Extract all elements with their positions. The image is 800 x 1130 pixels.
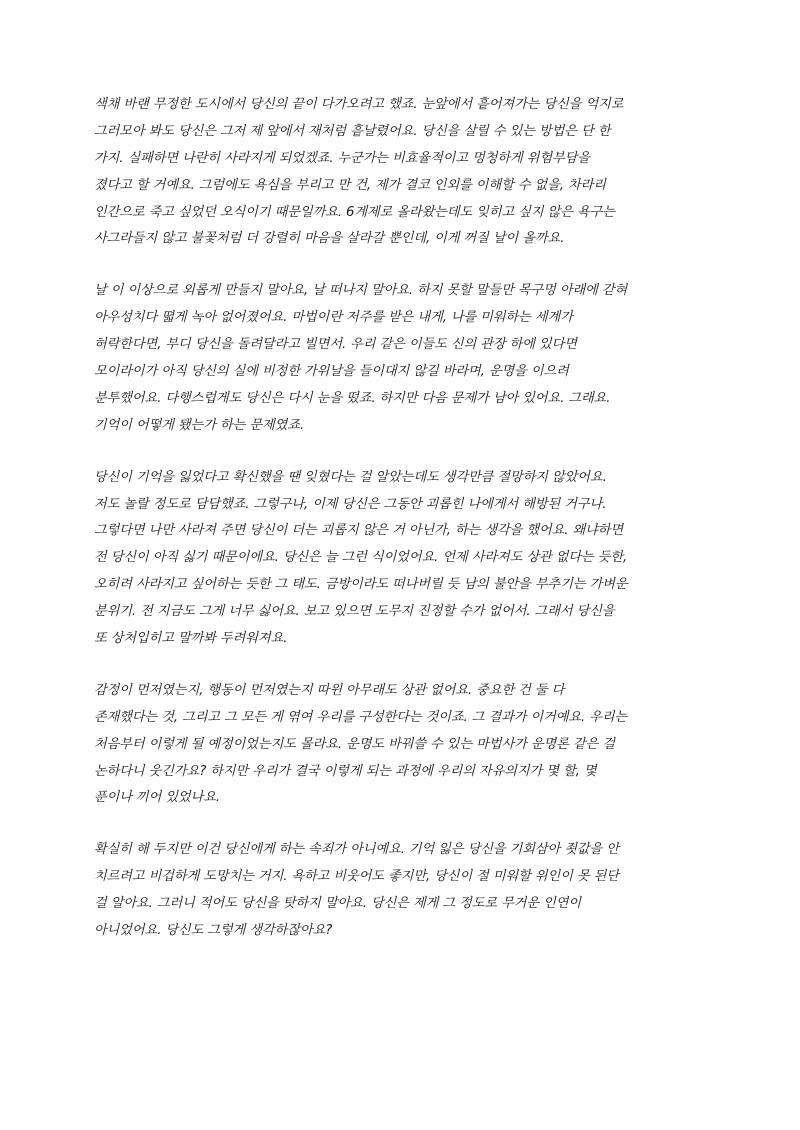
text-line: 졌다고 할 거예요. 그럼에도 욕심을 부리고 만 건, 제가 결코 인외를 이해할 수 없을, 차라리 (94, 177, 606, 193)
text-line: 또 상처입히고 말까봐 두려워져요. (94, 631, 288, 647)
text-line: 당신이 기억을 잃었다고 확신했을 땐 잊혔다는 걸 알았는데도 생각만큼 절망하지 않았어요. (94, 469, 607, 485)
text-line: 가지. 실패하면 나란히 사라지게 되었겠죠. 누군가는 비효율적이고 멍청하게 위험부담을 (94, 150, 590, 166)
paragraph-5 (94, 837, 708, 945)
text-line: 처음부터 이렇게 될 예정이었는지도 몰라요. 운명도 바꿔쓸 수 있는 마법사가 운명론 같은 걸 (94, 736, 615, 752)
text-line: 그렇다면 나만 사라져 주면 당신이 더는 괴롭지 않은 거 아닌가, 하는 생각을 했어요. 왜냐하면 (94, 523, 624, 539)
text-line: 치르려고 비겁하게 도망치는 거지. 욕하고 비웃어도 좋지만, 당신이 절 미워할 위인이 못 된단 (94, 869, 619, 885)
text-line: 허락한다면, 부디 당신을 돌려달라고 빌면서. 우리 같은 이들도 신의 관장 하에 있다면 (94, 337, 577, 353)
paragraph-4 (94, 678, 708, 812)
text-line: 아니었어요. 당신도 그렇게 생각하잖아요? (94, 923, 333, 939)
text-line: 걸 알아요. 그러니 적어도 당신을 탓하지 말아요. 당신은 제게 그 정도로 무거운 인연이 (94, 896, 582, 912)
text-line: 분위기. 전 지금도 그게 너무 싫어요. 보고 있으면 도무지 진정할 수가 없어서. 그래서 당신을 (94, 604, 615, 620)
text-line: 논하다니 웃긴가요? 하지만 우리가 결국 이렇게 되는 과정에 우리의 자유의지가 몇 할, 몇 (94, 763, 597, 779)
text-line: 오히려 사라지고 싶어하는 듯한 그 태도. 금방이라도 떠나버릴 듯 남의 불안을 부추기는 가벼운 (94, 577, 628, 593)
text-line: 인간으로 죽고 싶었던 오식이기 때문일까요. 6계제로 올라왔는데도 잊히고 싶지 않은 욕구는 (94, 204, 615, 220)
text-line: 분투했어요. 다행스럽게도 당신은 다시 눈을 떴죠. 하지만 다음 문제가 남아 있어요. 그래요. (94, 390, 611, 406)
paragraph-2 (94, 278, 708, 439)
text-line: 푼이나 끼어 있었나요. (94, 790, 221, 806)
text-line: 그러모아 봐도 당신은 그저 제 앞에서 재처럼 흩날렸어요. 당신을 살릴 수 있는 방법은 단 한 (94, 123, 611, 139)
text-line: 전 당신이 아직 싫기 때문이에요. 당신은 늘 그런 식이었어요. 언제 사라져도 상관 없다는 듯한, (94, 550, 628, 566)
text-line: 사그라들지 않고 불꽃처럼 더 강렬히 마음을 살라갈 뿐인데, 이게 꺼질 날이 올까요. (94, 231, 565, 247)
text-line: 확실히 해 두지만 이건 당신에게 하는 속죄가 아니예요. 기억 잃은 당신을 기회삼아 죗값을 안 (94, 842, 619, 858)
text-line: 색채 바랜 무정한 도시에서 당신의 끝이 다가오려고 했죠. 눈앞에서 흩어져가는 당신을 억지로 (94, 97, 624, 112)
text-line: 존재했다는 것, 그리고 그 모든 게 엮여 우리를 구성한다는 것이죠. 그 결과가 이거예요. 우리는 (94, 709, 628, 725)
text-line: 기억이 어떻게 됐는가 하는 문제였죠. (94, 417, 305, 433)
text-line: 날 이 이상으로 외롭게 만들지 말아요, 날 떠나지 말아요. 하지 못할 말들만 목구멍 아래에 갇혀 (94, 283, 628, 299)
paragraph-1 (94, 92, 708, 253)
paragraph-3 (94, 465, 708, 653)
document-body (94, 92, 708, 970)
text-line: 아우성치다 뗣게 녹아 없어졌어요. 마법이란 저주를 받은 내게, 나를 미워하는 세계가 (94, 310, 573, 326)
text-line: 모이라이가 아직 당신의 실에 비정한 가위날을 들이대지 않길 바라며, 운명을 이으려 (94, 364, 569, 380)
text-line: 저도 놀랄 정도로 담담했죠. 그렇구나, 이제 당신은 그동안 괴롭힌 나에게서 해방된 거구나. (94, 496, 607, 512)
text-line: 감정이 먼저였는지, 행동이 먼저였는지 따윈 아무래도 상관 없어요. 중요한 건 둘 다 (94, 682, 565, 698)
